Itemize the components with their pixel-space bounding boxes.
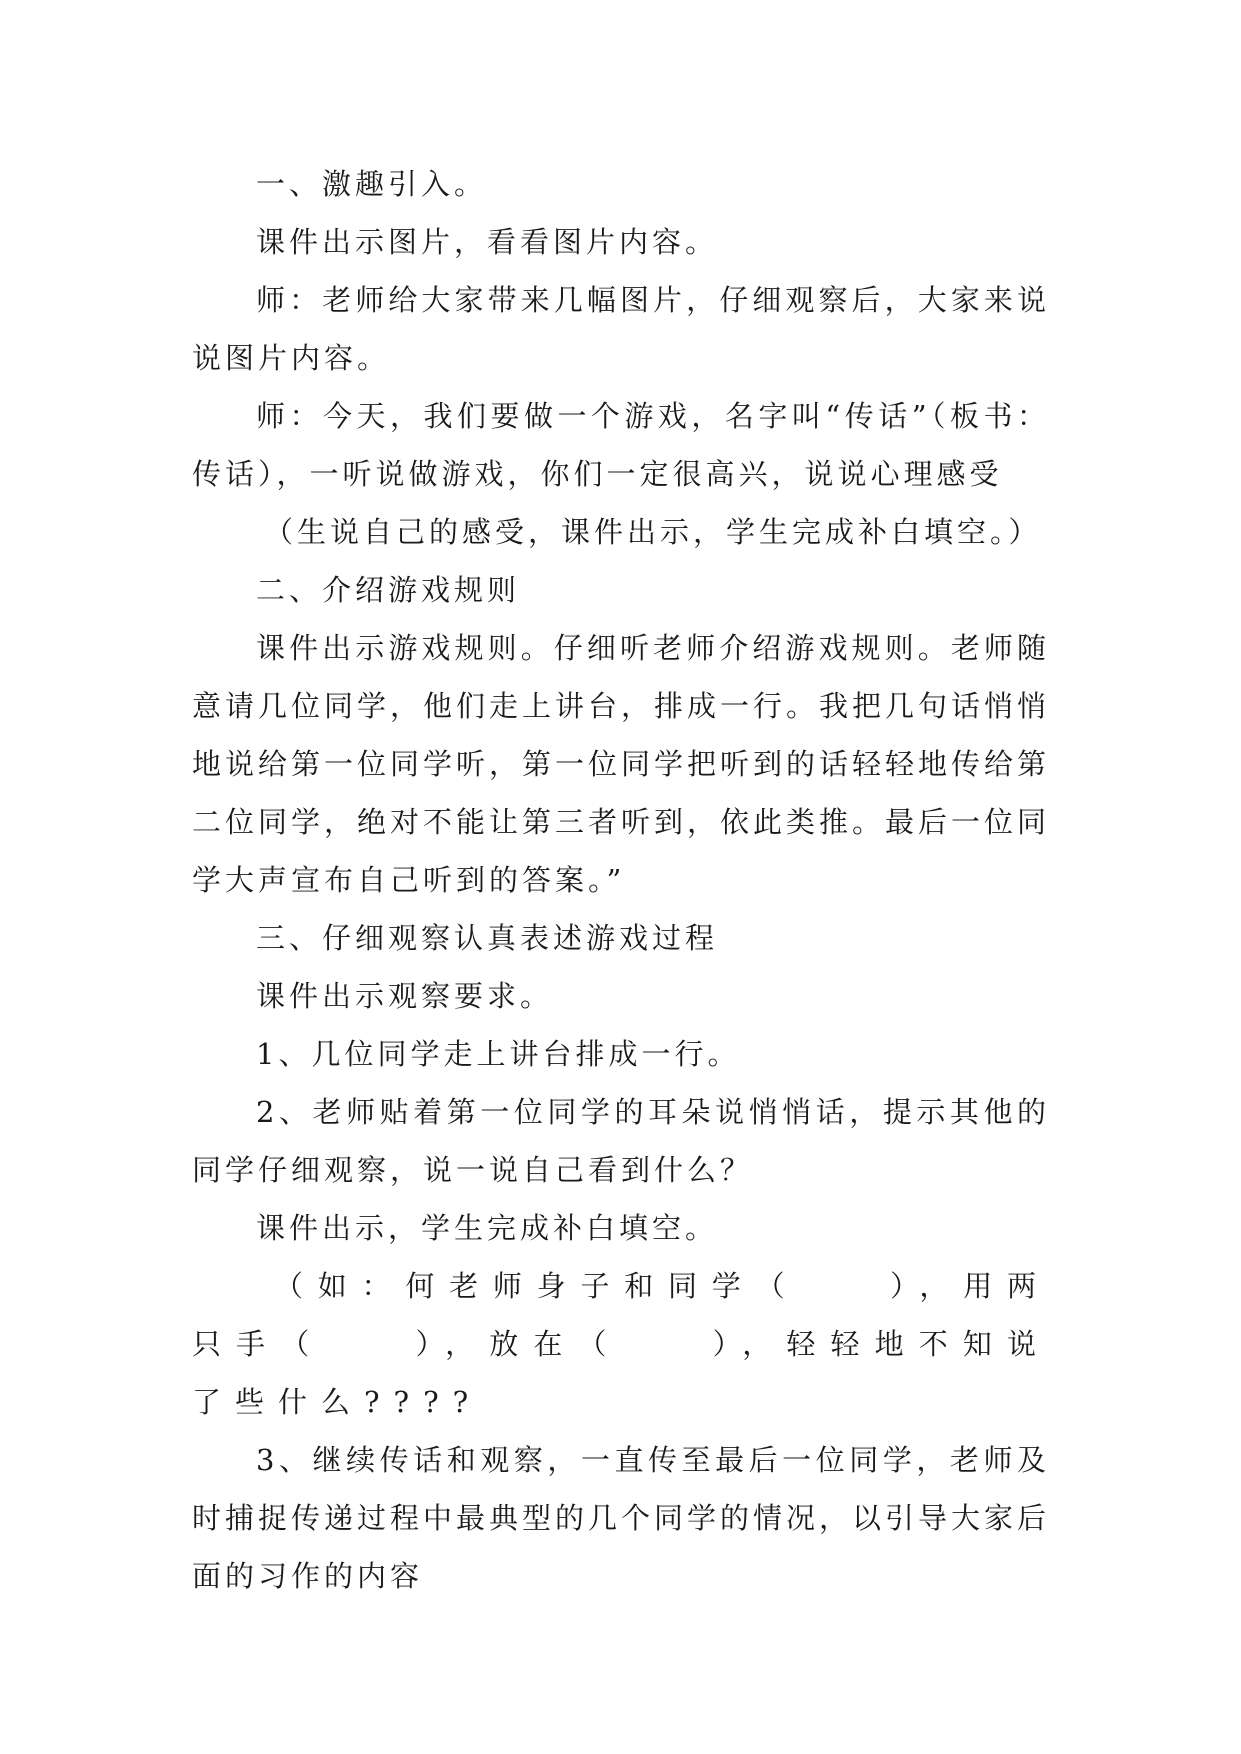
document-page (192, 155, 1050, 1605)
heading-section-1: 一、激趣引入。 (256, 167, 488, 201)
paragraph: 课件出示，学生完成补白填空。 (256, 1211, 719, 1245)
paragraph: 师：老师给大家带来几幅图片，仔细观察后，大家来说说图片内容。 (192, 283, 1050, 375)
paragraph: 课件出示游戏规则。仔细听老师介绍游戏规则。老师随意请几位同学，他们走上讲台，排成一行。我把几句话悄悄地说给第一位同学听，第一位同学把听到的话轻轻地传给第二位同学，绝对不能让第三者听到，依此类推。最后一位同学大声宣布自己听到的答案。” (192, 631, 1051, 897)
fill-in-text: （如：何老师身子和同学（ (274, 1269, 800, 1303)
heading-section-3: 三、仔细观察认真表述游戏过程 (256, 921, 719, 955)
fill-in-text: ），轻轻地不知说了些什么???? (192, 1327, 1050, 1419)
paragraph: 课件出示图片，看看图片内容。 (256, 225, 719, 259)
paragraph: （生说自己的感受，课件出示，学生完成补白填空。） (264, 515, 1042, 549)
list-item: 1、几位同学走上讲台排成一行。 (256, 1037, 741, 1071)
fill-in-text: ），用两只手（ (192, 1269, 1050, 1361)
fill-in-blank-paragraph (192, 1257, 1050, 1431)
list-item: 2、老师贴着第一位同学的耳朵说悄悄话，提示其他的同学仔细观察，说一说自己看到什么？ (192, 1095, 1050, 1187)
paragraph: 师：今天，我们要做一个游戏，名字叫“传话”（板书：传话），一听说做游戏，你们一定很高兴，说说心理感受 (192, 399, 1050, 491)
paragraph: 课件出示观察要求。 (256, 979, 554, 1013)
list-item: 3、继续传话和观察，一直传至最后一位同学，老师及时捕捉传递过程中最典型的几个同学的情况，以引导大家后面的习作的内容 (192, 1443, 1051, 1593)
heading-section-2: 二、介绍游戏规则 (256, 573, 521, 607)
fill-in-text: ），放在（ (414, 1327, 622, 1361)
